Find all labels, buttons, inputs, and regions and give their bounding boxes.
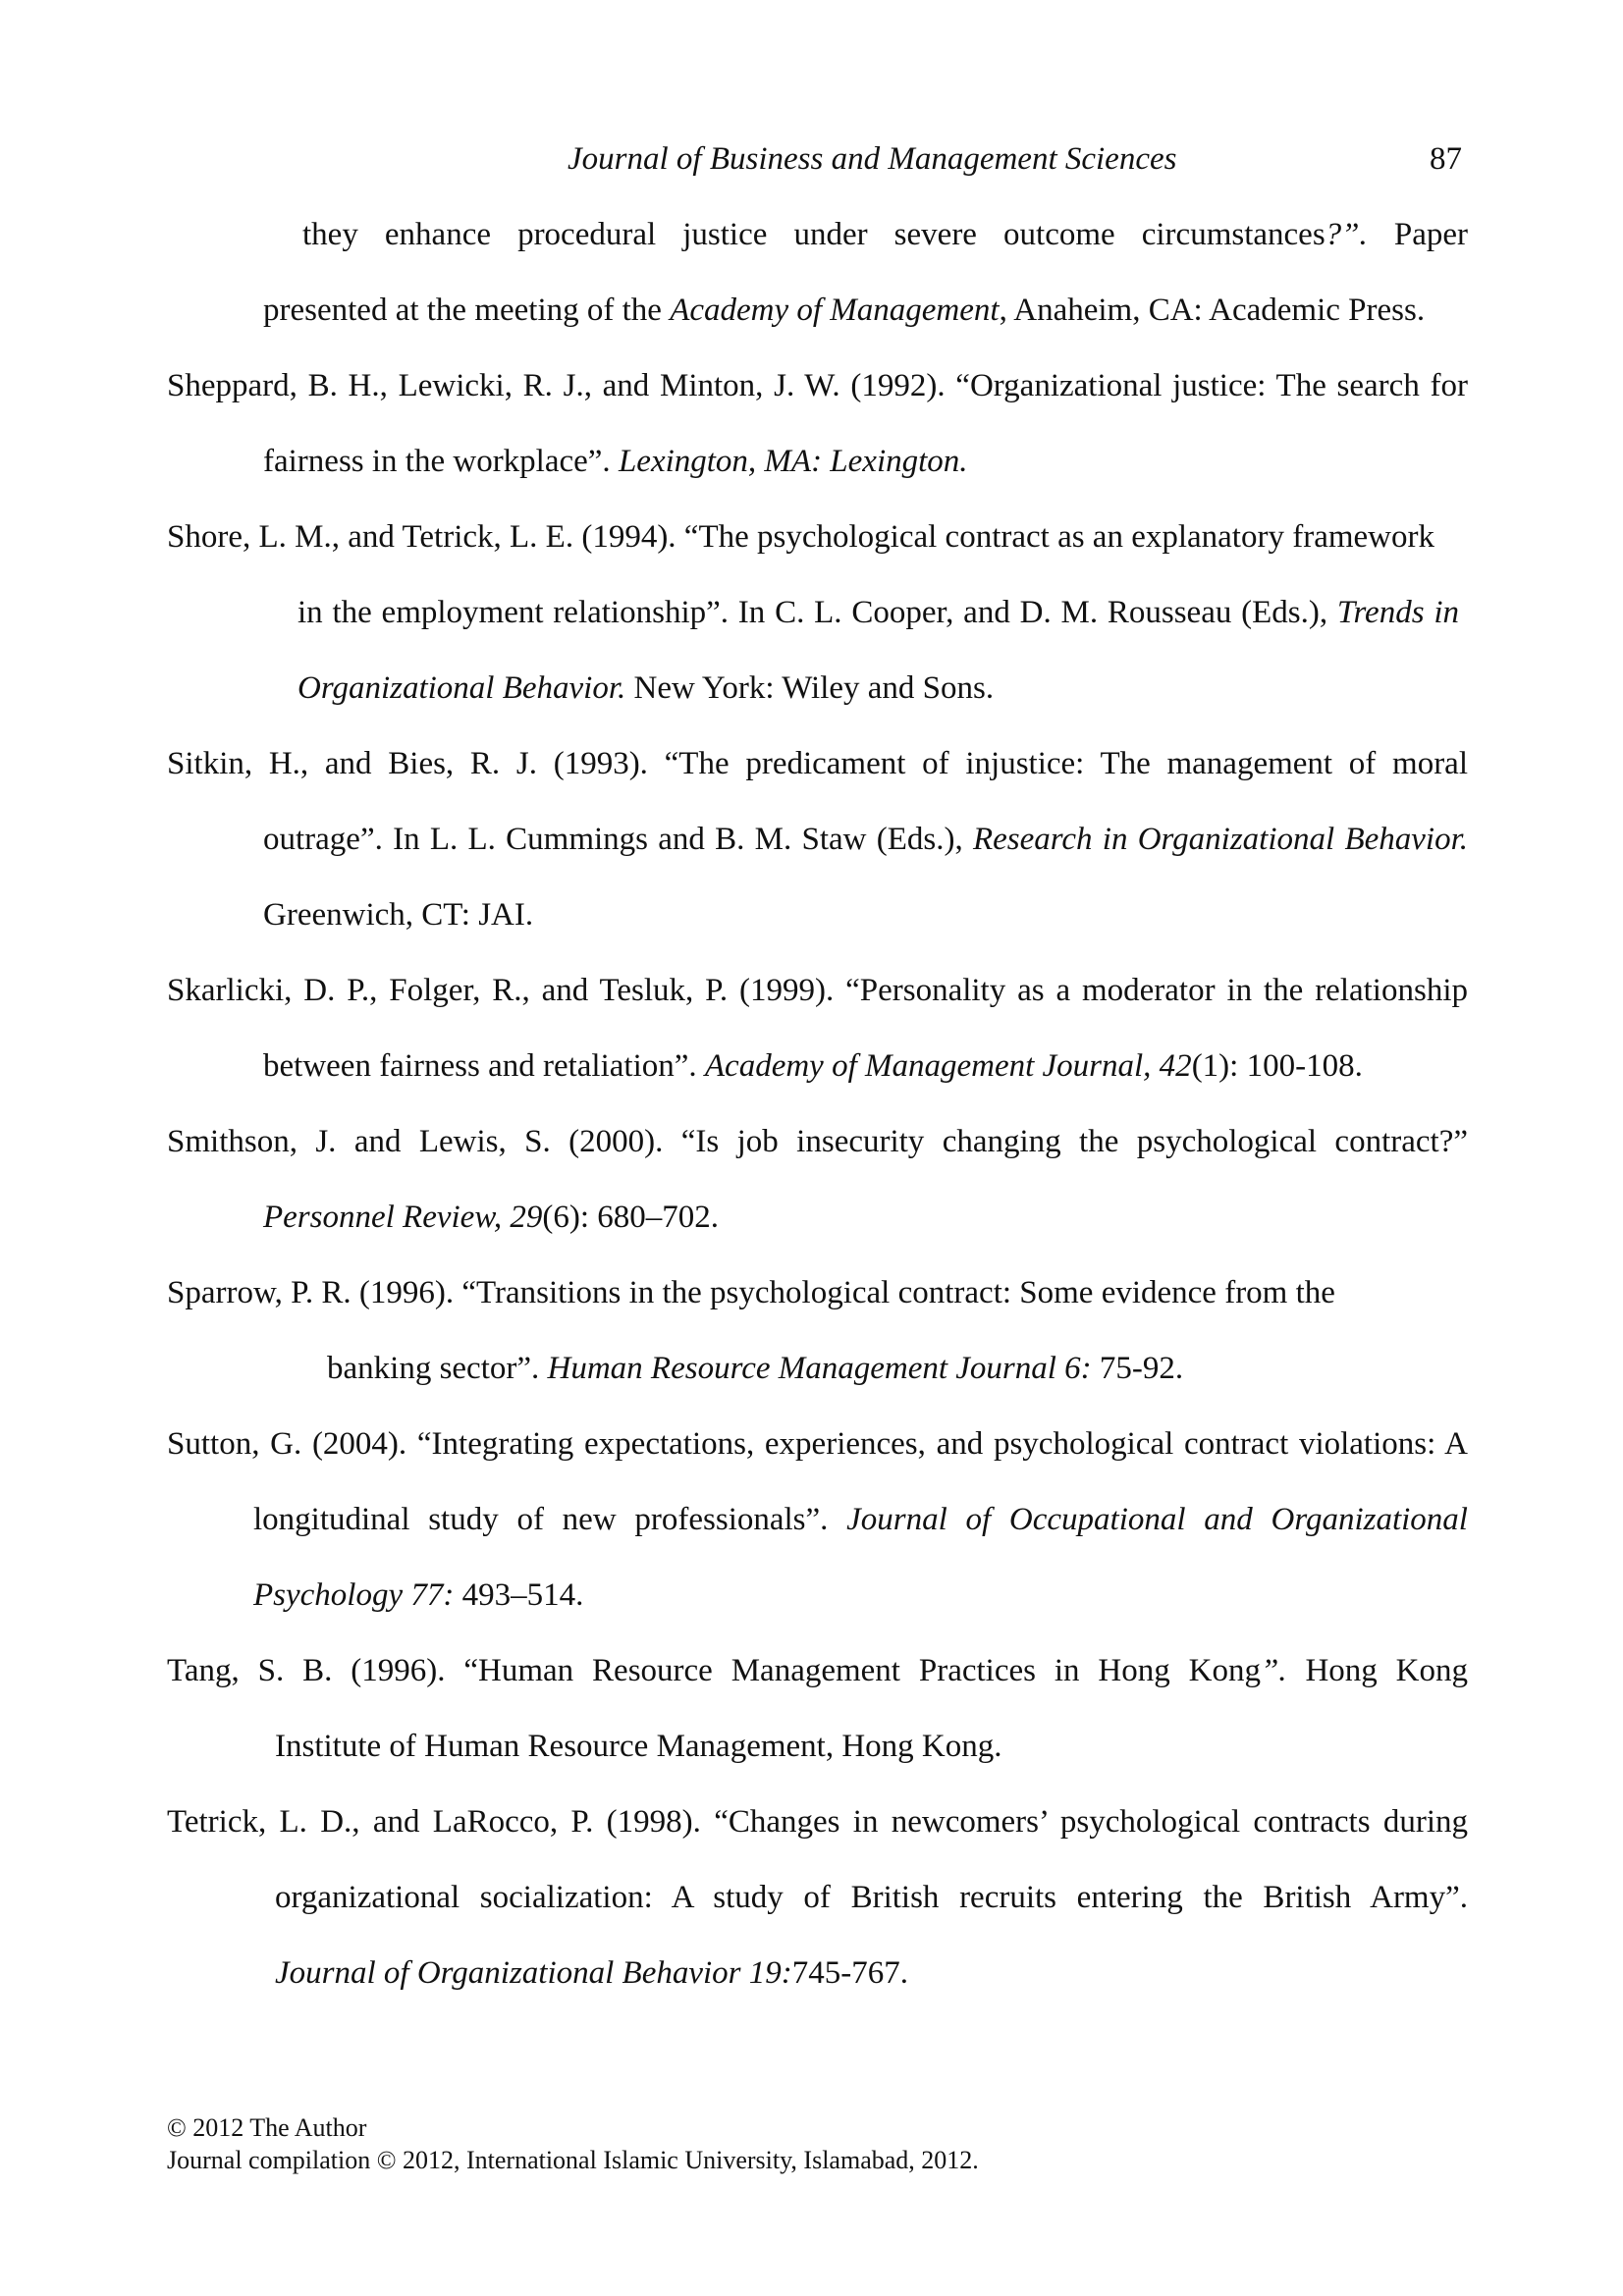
footer-copyright: © 2012 The Author bbox=[167, 2113, 367, 2142]
footer-compilation: Journal compilation © 2012, International Islamic University, Islamabad, 2012. bbox=[167, 2146, 979, 2174]
reference-line: Greenwich, CT: JAI. bbox=[263, 897, 534, 933]
reference-line: presented at the meeting of the Academy of Management, Anaheim, CA: Academic Press. bbox=[263, 293, 1426, 328]
reference-line: Journal of Organizational Behavior 19:745-767. bbox=[275, 1955, 908, 1991]
reference-line: Smithson, J. and Lewis, S. (2000). “Is job insecurity changing the psychological contract?” bbox=[167, 1124, 1468, 1159]
reference-line: fairness in the workplace”. Lexington, MA: Lexington. bbox=[263, 444, 968, 479]
reference-line: Institute of Human Resource Management, Hong Kong. bbox=[275, 1729, 1002, 1764]
reference-line: in the employment relationship”. In C. L. Cooper, and D. M. Rousseau (Eds.), Trends in bbox=[298, 595, 1459, 630]
reference-line: banking sector”. Human Resource Management Journal 6: 75-92. bbox=[327, 1351, 1184, 1386]
reference-line: Sparrow, P. R. (1996). “Transitions in the psychological contract: Some evidence from the bbox=[167, 1275, 1335, 1310]
reference-line: organizational socialization: A study of British recruits entering the British Army”. bbox=[275, 1880, 1468, 1915]
reference-line: Shore, L. M., and Tetrick, L. E. (1994). “The psychological contract as an explanatory framework bbox=[167, 519, 1434, 555]
reference-line: Sheppard, B. H., Lewicki, R. J., and Minton, J. W. (1992). “Organizational justice: The search for bbox=[167, 368, 1468, 403]
reference-line: between fairness and retaliation”. Academy of Management Journal, 42(1): 100-108. bbox=[263, 1048, 1363, 1084]
reference-line: Personnel Review, 29(6): 680–702. bbox=[263, 1200, 720, 1235]
journal-title: Journal of Business and Management Sciences bbox=[568, 141, 1177, 177]
reference-line: Tang, S. B. (1996). “Human Resource Management Practices in Hong Kong”. Hong Kong bbox=[167, 1653, 1468, 1688]
reference-line: Skarlicki, D. P., Folger, R., and Tesluk, P. (1999). “Personality as a moderator in the relationship bbox=[167, 973, 1468, 1008]
reference-line: Sutton, G. (2004). “Integrating expectations, experiences, and psychological contract violations: A bbox=[167, 1426, 1468, 1462]
reference-line: longitudinal study of new professionals”. Journal of Occupational and Organizational bbox=[253, 1502, 1468, 1537]
running-head bbox=[0, 134, 1623, 184]
reference-line: Sitkin, H., and Bies, R. J. (1993). “The predicament of injustice: The management of moral bbox=[167, 746, 1468, 781]
reference-line: Organizational Behavior. New York: Wiley and Sons. bbox=[298, 670, 995, 706]
page-number: 87 bbox=[1430, 141, 1462, 177]
reference-line: outrage”. In L. L. Cummings and B. M. Staw (Eds.), Research in Organizational Behavior. bbox=[263, 822, 1468, 857]
reference-line: Psychology 77: 493–514. bbox=[253, 1577, 584, 1613]
reference-line: Tetrick, L. D., and LaRocco, P. (1998). “Changes in newcomers’ psychological contracts during bbox=[167, 1804, 1468, 1840]
reference-line: they enhance procedural justice under severe outcome circumstances?”. Paper bbox=[302, 217, 1468, 252]
